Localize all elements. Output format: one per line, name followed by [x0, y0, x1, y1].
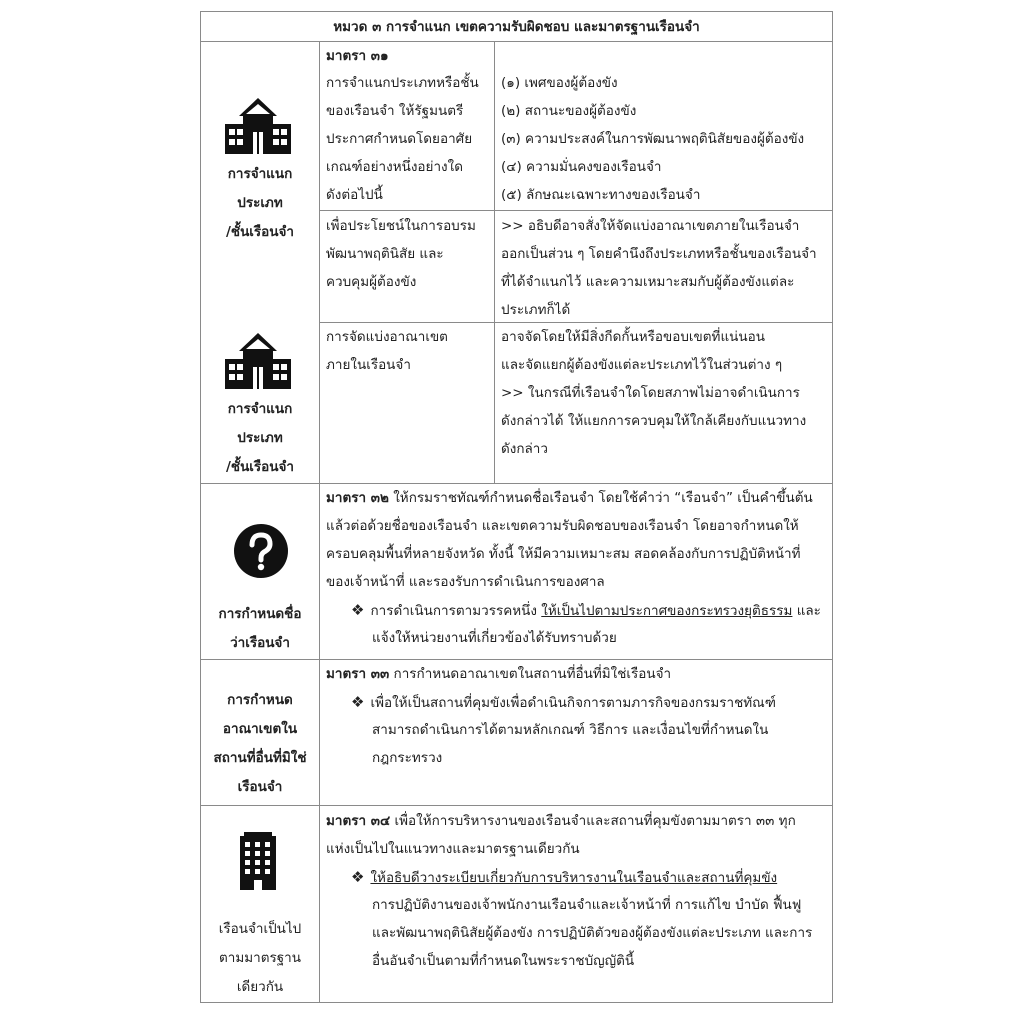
list-item: (๓) ความประสงค์ในการพัฒนาพฤตินิสัยของผู้ต้องขัง	[501, 131, 805, 147]
mid-text: ควบคุมผู้ต้องขัง	[326, 274, 417, 290]
list-item: (๑) เพศของผู้ต้องขัง	[501, 75, 618, 91]
article-line: มาตรา ๓๒ ให้กรมราชทัณฑ์กำหนดชื่อเรือนจำ โดยใช้คำว่า “เรือนจำ” เป็นคำขึ้นต้น	[326, 490, 813, 506]
bullet-text: การปฏิบัติงานของเจ้าพนักงานเรือนจำและเจ้าหน้าที่ การแก้ไข บำบัด ฟื้นฟู	[372, 897, 802, 913]
divider	[319, 210, 832, 211]
school-building-icon	[223, 96, 293, 156]
section-label: การกำหนดชื่อ ว่าเรือนจำ	[218, 606, 302, 651]
divider	[201, 805, 832, 806]
right-text: >> ในกรณีที่เรือนจำใดโดยสภาพไม่อาจดำเนินการ	[501, 385, 800, 401]
list-item: (๒) สถานะของผู้ต้องขัง	[501, 103, 637, 119]
list-item: (๔) ความมั่นคงของเรือนจำ	[501, 159, 662, 175]
bullet-text: และพัฒนาพฤตินิสัยผู้ต้องขัง การปฏิบัติตัวของผู้ต้องขังแต่ละประเภท และการ	[372, 925, 813, 941]
section-label: การจำแนก ประเภท /ชั้นเรือนจำ	[225, 166, 294, 240]
bullet-text: ❖ เพื่อให้เป็นสถานที่คุมขังเพื่อดำเนินกิจการตามภารกิจของกรมราชทัณฑ์	[351, 688, 776, 717]
office-building-icon	[238, 830, 278, 892]
bullet-text: อื่นอันจำเป็นตามที่กำหนดในพระราชบัญญัตินี้	[372, 953, 635, 969]
body-text: แห่งเป็นไปในแนวทางและมาตรฐานเดียวกัน	[326, 841, 580, 857]
bullet-text: ❖ การดำเนินการตามวรรคหนึ่ง ให้เป็นไปตามประกาศของกระทรวงยุติธรรม และ	[351, 596, 821, 625]
mid-text: การจำแนกประเภทหรือชั้น	[326, 75, 479, 91]
document-table	[200, 11, 833, 1003]
right-text: ดังกล่าว	[501, 441, 548, 457]
article-number: มาตรา ๓๑	[326, 48, 389, 64]
mid-text: ภายในเรือนจำ	[326, 357, 411, 373]
mid-text: การจัดแบ่งอาณาเขต	[326, 329, 448, 345]
divider	[494, 41, 495, 483]
article-number: มาตรา ๓๓	[326, 666, 390, 682]
right-text: ที่ได้จำแนกไว้ และความเหมาะสมกับผู้ต้องขังแต่ละ	[501, 274, 795, 290]
body-text: ของเจ้าหน้าที่ และรองรับการดำเนินการของศาล	[326, 574, 605, 590]
article-number: มาตรา ๓๔	[326, 813, 391, 829]
bullet-text: ❖ ให้อธิบดีวางระเบียบเกี่ยวกับการบริหารงานในเรือนจำและสถานที่คุมขัง	[351, 863, 777, 892]
right-text: ออกเป็นส่วน ๆ โดยคำนึงถึงประเภทหรือชั้นของเรือนจำ	[501, 246, 817, 262]
bullet-text: แจ้งให้หน่วยงานที่เกี่ยวข้องได้รับทราบด้วย	[372, 630, 617, 646]
right-text: อาจจัดโดยให้มีสิ่งกีดกั้นหรือขอบเขตที่แน่นอน	[501, 329, 765, 345]
right-text: >> อธิบดีอาจสั่งให้จัดแบ่งอาณาเขตภายในเรือนจำ	[501, 218, 800, 234]
body-text: ครอบคลุมพื้นที่หลายจังหวัด ทั้งนี้ ให้มีความเหมาะสม สอดคล้องกับการปฏิบัติหน้าที่	[326, 546, 801, 562]
school-building-icon	[223, 331, 293, 391]
bullet-text: สามารถดำเนินการได้ตามหลักเกณฑ์ วิธีการ และเงื่อนไขที่กำหนดใน	[372, 722, 769, 738]
mid-text: ดังต่อไปนี้	[326, 187, 383, 203]
article-line: มาตรา ๓๓ การกำหนดอาณาเขตในสถานที่อื่นที่มิใช่เรือนจำ	[326, 666, 672, 682]
right-text: ดังกล่าวได้ ให้แยกการควบคุมให้ใกล้เคียงกับแนวทาง	[501, 413, 807, 429]
mid-text: เกณฑ์อย่างหนึ่งอย่างใด	[326, 159, 463, 175]
body-text: แล้วต่อด้วยชื่อของเรือนจำ และเขตความรับผิดชอบของเรือนจำ โดยอาจกำหนดให้	[326, 518, 799, 534]
section-label: การกำหนด อาณาเขตใน สถานที่อื่นที่มิใช่ เรือนจำ	[213, 692, 307, 795]
diamond-bullet-icon: ❖	[351, 868, 365, 886]
right-text: และจัดแยกผู้ต้องขังแต่ละประเภทไว้ในส่วนต่าง ๆ	[501, 357, 783, 373]
mid-text: ของเรือนจำ ให้รัฐมนตรี	[326, 103, 464, 119]
section-label: เรือนจำเป็นไป ตามมาตรฐาน เดียวกัน	[218, 921, 302, 995]
right-text: ประเภทก็ได้	[501, 302, 571, 318]
article-number: มาตรา ๓๒	[326, 490, 389, 506]
mid-text: ประกาศกำหนดโดยอาศัย	[326, 131, 473, 147]
diamond-bullet-icon: ❖	[351, 693, 365, 711]
mid-text: พัฒนาพฤตินิสัย และ	[326, 246, 444, 262]
diamond-bullet-icon: ❖	[351, 601, 365, 619]
question-circle-icon	[233, 523, 289, 579]
list-item: (๕) ลักษณะเฉพาะทางของเรือนจำ	[501, 187, 701, 203]
page-title: หมวด ๓ การจำแนก เขตความรับผิดชอบ และมาตรฐานเรือนจำ	[333, 19, 700, 35]
bullet-text: กฎกระทรวง	[372, 750, 443, 766]
divider	[319, 41, 320, 1003]
article-line: มาตรา ๓๔ เพื่อให้การบริหารงานของเรือนจำและสถานที่คุมขังตามมาตรา ๓๓ ทุก	[326, 813, 796, 829]
section-label: การจำแนก ประเภท /ชั้นเรือนจำ	[225, 401, 294, 475]
mid-text: เพื่อประโยชน์ในการอบรม	[326, 218, 476, 234]
